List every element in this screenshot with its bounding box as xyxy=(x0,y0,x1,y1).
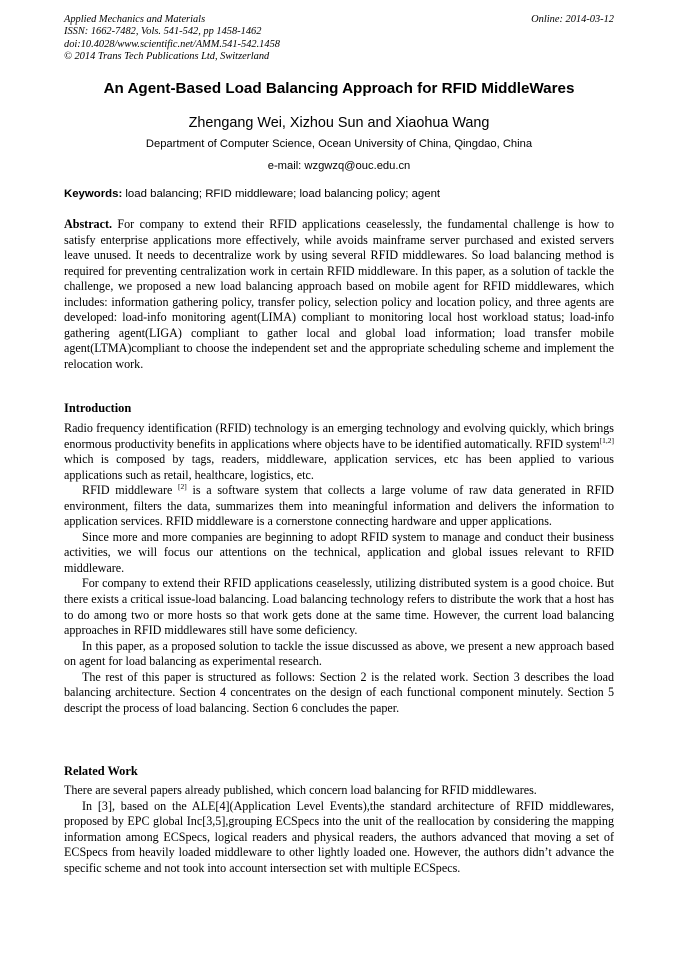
doi-line: doi:10.4028/www.scientific.net/AMM.541-542.1458 xyxy=(64,38,280,50)
intro-paragraph-1 xyxy=(64,421,614,483)
introduction-section xyxy=(64,421,614,716)
paper-title: An Agent-Based Load Balancing Approach for RFID MiddleWares xyxy=(103,80,575,97)
citation-sup: [1,2] xyxy=(599,435,614,445)
intro-p1-text-a: Radio frequency identification (RFID) technology is an emerging technology and evolving quickly, which brings enormous productivity benefits in applications where objects have to be identified automatically. RFID system xyxy=(64,421,614,451)
online-date: Online: 2014-03-12 xyxy=(531,14,614,25)
abstract-text: For company to extend their RFID applications ceaselessly, the fundamental challenge is how to satisfy enterprise applications more effectively, while avoids mainframe server purchased and existed servers leave unused. It needs to decentralize work by using several RFID middlewares. So load balancing method is required for preventing centralization work in certain RFID middleware. In this paper, as a solution of tackle the challenge, we proposed a new load balancing approach based on mobile agent for RFID middlewares, which includes: information gathering policy, transfer policy, selection policy and location policy, and three agents are developed: load-info monitoring agent(LIMA) compliant to monitoring local host workload status; load-info gathering agent(LIGA) compliant to gather local and global load information; load transfer mobile agent(LTMA)compliant to choose the independent set and the appropriate scheduling scheme and implement the relocation work. xyxy=(64,217,614,371)
journal-header xyxy=(64,14,614,64)
intro-p2-text-a: RFID middleware xyxy=(82,483,179,498)
keywords-text: load balancing; RFID middleware; load balancing policy; agent xyxy=(125,188,441,200)
citation-sup: [2] xyxy=(178,482,187,492)
paper-authors: Zhengang Wei, Xizhou Sun and Xiaohua Wang xyxy=(188,115,490,131)
related-paragraph-2: In [3], based on the ALE[4](Application Level Events),the standard architecture of RFID middlewares, proposed by EPC global Inc[3,5],grouping ECSpecs into the unit of the reallocation by considering the mapping information among ECSpecs, logical readers and physical readers, the authors advanced that moving a set of ECSpecs from heavily loaded middleware to other lightly loaded one. However, the authors didn’t advance the specific scheme and not took into account intersection set with multiple ECSpecs. xyxy=(64,798,614,875)
introduction-heading: Introduction xyxy=(64,401,132,415)
copyright-line: © 2014 Trans Tech Publications Ltd, Switzerland xyxy=(64,51,270,63)
intro-paragraph-6: The rest of this paper is structured as follows: Section 2 is the related work. Section 3 describes the load balancing architecture. Section 4 concentrates on the design of each functional component minutely. Section 5 descript the process of load balancing. Section 6 concludes the paper. xyxy=(64,669,614,715)
abstract-block xyxy=(64,217,614,372)
intro-p2-text-b: is a software system that collects a large volume of raw data generated in RFID environment, filters the data, summarizes them into meaningful information and delivers the information to application services. RFID middleware is a cornerstone connecting hardware and upper applications. xyxy=(64,483,614,529)
issn-line: ISSN: 1662-7482, Vols. 541-542, pp 1458-1462 xyxy=(64,26,262,38)
intro-paragraph-2 xyxy=(64,483,614,530)
abstract-paragraph xyxy=(64,217,614,372)
related-paragraph-1: There are several papers already published, which concern load balancing for RFID middlewares. xyxy=(64,783,537,797)
related-work-heading: Related Work xyxy=(64,764,138,778)
author-email: e-mail: wzgwzq@ouc.edu.cn xyxy=(267,160,411,172)
keywords-label: Keywords: xyxy=(64,188,123,200)
intro-p1-text-b: which is composed by tags, readers, middleware, application services, etc has been applied to various applications such as retail, healthcare, logistics, etc. xyxy=(64,452,614,482)
related-work-section xyxy=(64,783,614,876)
keywords-line xyxy=(64,188,614,200)
journal-name: Applied Mechanics and Materials xyxy=(64,14,206,25)
intro-paragraph-5: In this paper, as a proposed solution to tackle the issue discussed as above, we present a new approach based on agent for load balancing as experimental research. xyxy=(64,638,614,669)
abstract-label: Abstract. xyxy=(64,217,113,231)
author-affiliation: Department of Computer Science, Ocean University of China, Qingdao, China xyxy=(145,138,533,150)
intro-paragraph-3: Since more and more companies are beginning to adopt RFID system to manage and conduct their business activities, we will focus our attentions on the technical, application and global issues relevant to RFID middleware. xyxy=(64,529,614,575)
intro-paragraph-4: For company to extend their RFID applications ceaselessly, utilizing distributed system is a good choice. But there exists a critical issue-load balancing. Load balancing technology refers to distribute the work that a host has to do among two or more hosts so that work gets done at the same time. However, the current load balancing approaches in RFID middlewares still have some deficiency. xyxy=(64,576,614,638)
